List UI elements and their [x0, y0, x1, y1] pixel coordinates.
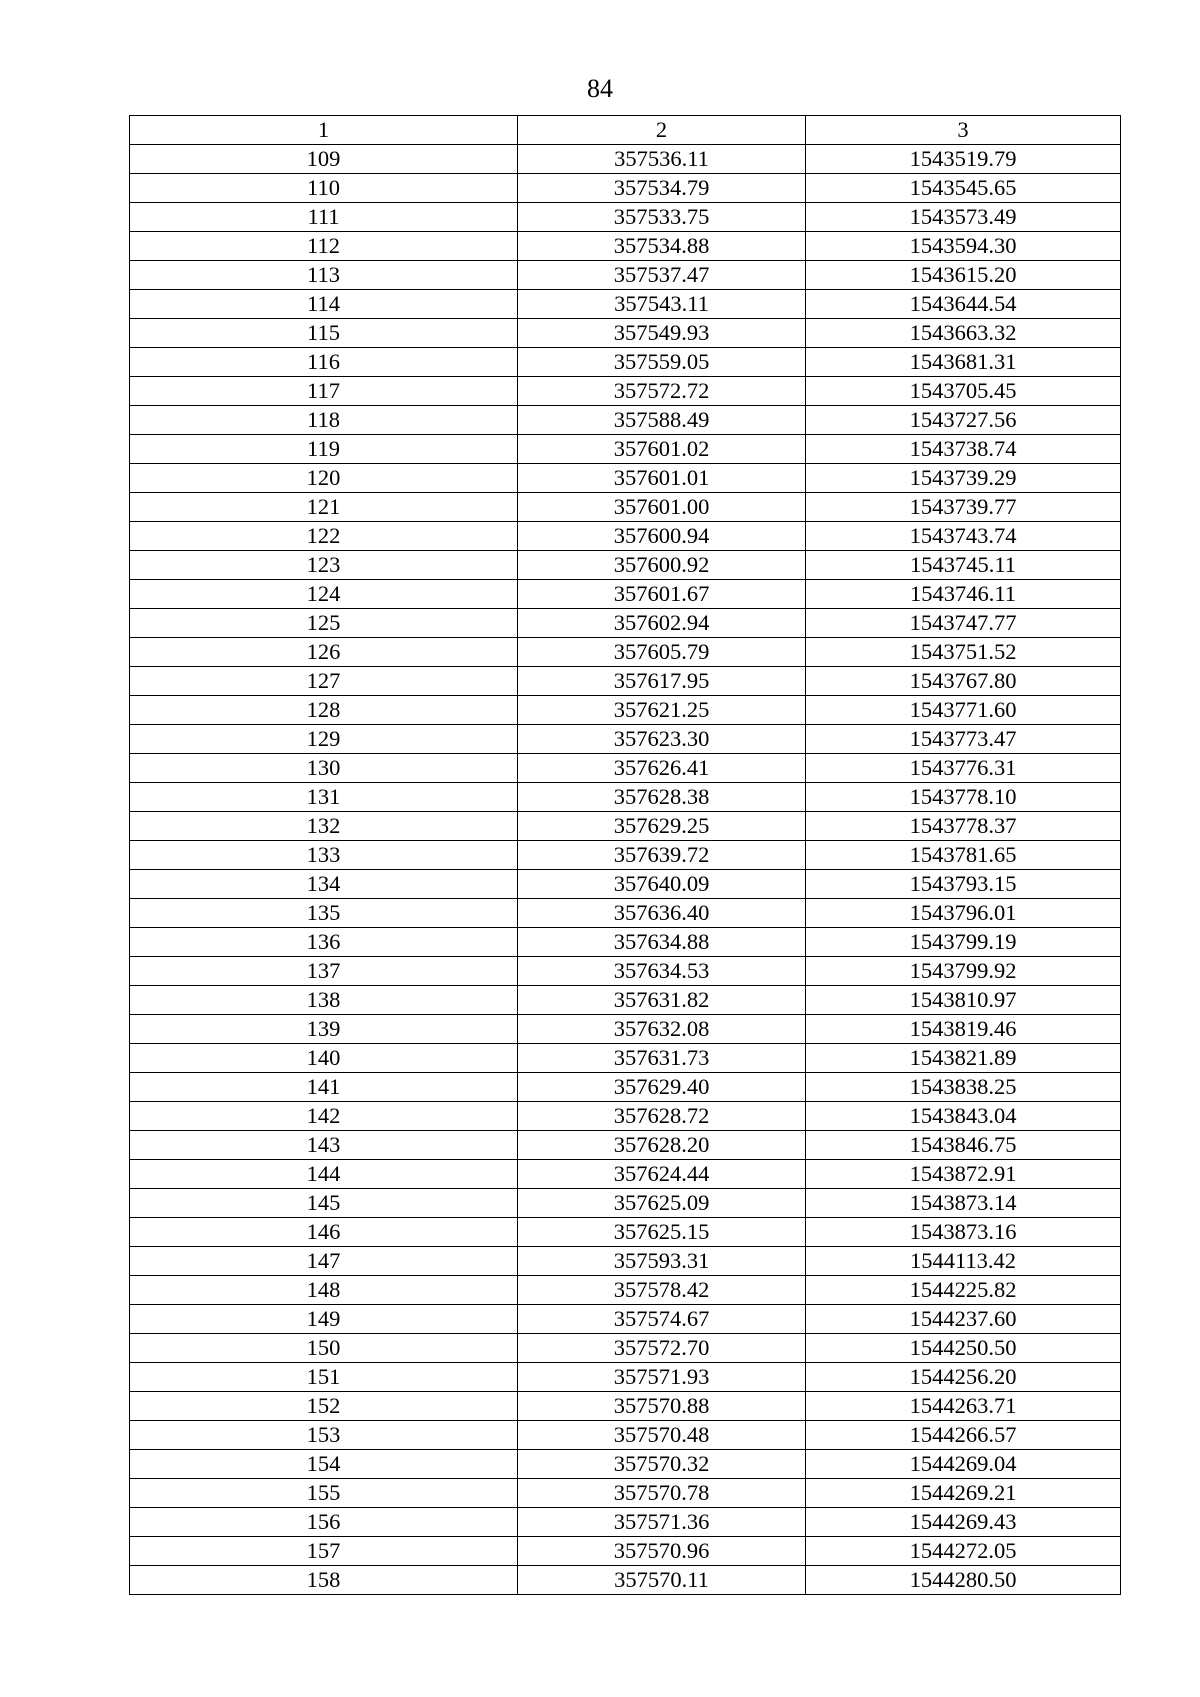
coordinate-y-cell: 1543796.01 — [806, 899, 1121, 928]
coordinate-y-cell: 1543773.47 — [806, 725, 1121, 754]
coordinate-x-cell: 357631.73 — [518, 1044, 806, 1073]
point-number-cell: 154 — [130, 1450, 518, 1479]
coordinate-y-cell: 1543778.37 — [806, 812, 1121, 841]
coordinate-x-cell: 357534.79 — [518, 174, 806, 203]
coordinate-y-cell: 1543799.19 — [806, 928, 1121, 957]
coordinate-x-cell: 357628.38 — [518, 783, 806, 812]
point-number-cell: 136 — [130, 928, 518, 957]
coordinate-x-cell: 357570.48 — [518, 1421, 806, 1450]
coordinate-x-cell: 357632.08 — [518, 1015, 806, 1044]
table-row — [130, 493, 1121, 522]
table-row — [130, 1479, 1121, 1508]
coordinate-x-cell: 357625.09 — [518, 1189, 806, 1218]
point-number-cell: 144 — [130, 1160, 518, 1189]
point-number-cell: 141 — [130, 1073, 518, 1102]
coordinate-y-cell: 1543738.74 — [806, 435, 1121, 464]
table-row — [130, 1392, 1121, 1421]
column-header: 3 — [806, 116, 1121, 145]
point-number-cell: 125 — [130, 609, 518, 638]
table-row — [130, 812, 1121, 841]
table-row — [130, 1218, 1121, 1247]
table-row — [130, 725, 1121, 754]
coordinate-y-cell: 1543776.31 — [806, 754, 1121, 783]
table-row — [130, 319, 1121, 348]
coordinate-y-cell: 1543739.29 — [806, 464, 1121, 493]
table-row — [130, 203, 1121, 232]
table-row — [130, 1334, 1121, 1363]
coordinate-y-cell: 1543594.30 — [806, 232, 1121, 261]
point-number-cell: 155 — [130, 1479, 518, 1508]
table-row — [130, 1566, 1121, 1595]
coordinate-y-cell: 1543873.14 — [806, 1189, 1121, 1218]
point-number-cell: 124 — [130, 580, 518, 609]
table-row — [130, 1450, 1121, 1479]
coordinate-y-cell: 1543872.91 — [806, 1160, 1121, 1189]
table-row — [130, 145, 1121, 174]
coordinate-y-cell: 1543793.15 — [806, 870, 1121, 899]
coordinate-x-cell: 357578.42 — [518, 1276, 806, 1305]
table-row — [130, 696, 1121, 725]
point-number-cell: 152 — [130, 1392, 518, 1421]
page-number: 84 — [587, 74, 613, 103]
coordinate-y-cell: 1543663.32 — [806, 319, 1121, 348]
table-row — [130, 754, 1121, 783]
table-row — [130, 899, 1121, 928]
coordinate-x-cell: 357601.00 — [518, 493, 806, 522]
coordinate-x-cell: 357572.70 — [518, 1334, 806, 1363]
coordinate-y-cell: 1543743.74 — [806, 522, 1121, 551]
coordinate-y-cell: 1543545.65 — [806, 174, 1121, 203]
point-number-cell: 116 — [130, 348, 518, 377]
table-row — [130, 1508, 1121, 1537]
table-row — [130, 261, 1121, 290]
column-header: 2 — [518, 116, 806, 145]
coordinate-y-cell: 1543745.11 — [806, 551, 1121, 580]
coordinate-y-cell: 1543810.97 — [806, 986, 1121, 1015]
table-row — [130, 1044, 1121, 1073]
point-number-cell: 126 — [130, 638, 518, 667]
point-number-cell: 127 — [130, 667, 518, 696]
table-row — [130, 522, 1121, 551]
point-number-cell: 129 — [130, 725, 518, 754]
table-row — [130, 1131, 1121, 1160]
table-body — [130, 145, 1121, 1595]
coordinate-x-cell: 357617.95 — [518, 667, 806, 696]
coordinate-x-cell: 357623.30 — [518, 725, 806, 754]
coordinate-x-cell: 357570.11 — [518, 1566, 806, 1595]
coordinate-x-cell: 357571.93 — [518, 1363, 806, 1392]
coordinate-y-cell: 1543751.52 — [806, 638, 1121, 667]
coordinate-x-cell: 357628.72 — [518, 1102, 806, 1131]
table-row — [130, 841, 1121, 870]
column-header: 1 — [130, 116, 518, 145]
point-number-cell: 156 — [130, 1508, 518, 1537]
point-number-cell: 140 — [130, 1044, 518, 1073]
coordinate-y-cell: 1543781.65 — [806, 841, 1121, 870]
coordinate-y-cell: 1544256.20 — [806, 1363, 1121, 1392]
point-number-cell: 150 — [130, 1334, 518, 1363]
coordinate-x-cell: 357588.49 — [518, 406, 806, 435]
coordinate-x-cell: 357543.11 — [518, 290, 806, 319]
coordinate-x-cell: 357533.75 — [518, 203, 806, 232]
coordinate-y-cell: 1543843.04 — [806, 1102, 1121, 1131]
coordinate-x-cell: 357640.09 — [518, 870, 806, 899]
point-number-cell: 113 — [130, 261, 518, 290]
point-number-cell: 148 — [130, 1276, 518, 1305]
point-number-cell: 134 — [130, 870, 518, 899]
coordinates-table — [129, 115, 1121, 1595]
point-number-cell: 146 — [130, 1218, 518, 1247]
table-row — [130, 232, 1121, 261]
point-number-cell: 137 — [130, 957, 518, 986]
coordinate-y-cell: 1544272.05 — [806, 1537, 1121, 1566]
point-number-cell: 145 — [130, 1189, 518, 1218]
coordinate-x-cell: 357628.20 — [518, 1131, 806, 1160]
coordinate-x-cell: 357549.93 — [518, 319, 806, 348]
coordinate-y-cell: 1543819.46 — [806, 1015, 1121, 1044]
coordinate-y-cell: 1543767.80 — [806, 667, 1121, 696]
table-row — [130, 1537, 1121, 1566]
table-row — [130, 986, 1121, 1015]
coordinate-x-cell: 357559.05 — [518, 348, 806, 377]
point-number-cell: 142 — [130, 1102, 518, 1131]
coordinate-x-cell: 357634.88 — [518, 928, 806, 957]
coordinate-y-cell: 1544266.57 — [806, 1421, 1121, 1450]
coordinate-x-cell: 357571.36 — [518, 1508, 806, 1537]
table-row — [130, 1363, 1121, 1392]
coordinate-x-cell: 357639.72 — [518, 841, 806, 870]
coordinate-y-cell: 1543771.60 — [806, 696, 1121, 725]
coordinate-y-cell: 1543681.31 — [806, 348, 1121, 377]
coordinate-y-cell: 1543644.54 — [806, 290, 1121, 319]
coordinate-x-cell: 357600.92 — [518, 551, 806, 580]
point-number-cell: 120 — [130, 464, 518, 493]
point-number-cell: 112 — [130, 232, 518, 261]
point-number-cell: 147 — [130, 1247, 518, 1276]
coordinate-y-cell: 1544225.82 — [806, 1276, 1121, 1305]
point-number-cell: 149 — [130, 1305, 518, 1334]
coordinate-y-cell: 1543573.49 — [806, 203, 1121, 232]
point-number-cell: 130 — [130, 754, 518, 783]
coordinate-y-cell: 1544269.21 — [806, 1479, 1121, 1508]
table-row — [130, 870, 1121, 899]
coordinate-x-cell: 357625.15 — [518, 1218, 806, 1247]
coordinate-y-cell: 1544113.42 — [806, 1247, 1121, 1276]
coordinate-y-cell: 1543746.11 — [806, 580, 1121, 609]
point-number-cell: 118 — [130, 406, 518, 435]
coordinate-x-cell: 357634.53 — [518, 957, 806, 986]
coordinate-x-cell: 357572.72 — [518, 377, 806, 406]
table-row — [130, 435, 1121, 464]
coordinate-y-cell: 1543739.77 — [806, 493, 1121, 522]
coordinate-y-cell: 1543838.25 — [806, 1073, 1121, 1102]
table-row — [130, 464, 1121, 493]
coordinate-x-cell: 357602.94 — [518, 609, 806, 638]
coordinate-y-cell: 1543705.45 — [806, 377, 1121, 406]
coordinate-y-cell: 1543778.10 — [806, 783, 1121, 812]
point-number-cell: 119 — [130, 435, 518, 464]
point-number-cell: 138 — [130, 986, 518, 1015]
table-row — [130, 1102, 1121, 1131]
coordinate-x-cell: 357636.40 — [518, 899, 806, 928]
coordinate-x-cell: 357570.96 — [518, 1537, 806, 1566]
table-row — [130, 1189, 1121, 1218]
coordinate-x-cell: 357593.31 — [518, 1247, 806, 1276]
table-row — [130, 290, 1121, 319]
coordinate-y-cell: 1544237.60 — [806, 1305, 1121, 1334]
point-number-cell: 110 — [130, 174, 518, 203]
coordinate-x-cell: 357605.79 — [518, 638, 806, 667]
point-number-cell: 143 — [130, 1131, 518, 1160]
point-number-cell: 131 — [130, 783, 518, 812]
table-row — [130, 174, 1121, 203]
table-row — [130, 551, 1121, 580]
coordinate-x-cell: 357537.47 — [518, 261, 806, 290]
table-row — [130, 957, 1121, 986]
coordinate-x-cell: 357570.78 — [518, 1479, 806, 1508]
table-row — [130, 1160, 1121, 1189]
coordinate-x-cell: 357626.41 — [518, 754, 806, 783]
coordinate-x-cell: 357624.44 — [518, 1160, 806, 1189]
coordinate-x-cell: 357621.25 — [518, 696, 806, 725]
point-number-cell: 151 — [130, 1363, 518, 1392]
point-number-cell: 123 — [130, 551, 518, 580]
table-row — [130, 928, 1121, 957]
table-row — [130, 1073, 1121, 1102]
coordinate-x-cell: 357631.82 — [518, 986, 806, 1015]
table-row — [130, 1276, 1121, 1305]
coordinate-y-cell: 1543821.89 — [806, 1044, 1121, 1073]
table-row — [130, 783, 1121, 812]
table-row — [130, 609, 1121, 638]
point-number-cell: 122 — [130, 522, 518, 551]
point-number-cell: 109 — [130, 145, 518, 174]
coordinate-x-cell: 357600.94 — [518, 522, 806, 551]
coordinate-y-cell: 1543846.75 — [806, 1131, 1121, 1160]
point-number-cell: 158 — [130, 1566, 518, 1595]
table-row — [130, 406, 1121, 435]
coordinate-y-cell: 1544269.04 — [806, 1450, 1121, 1479]
coordinate-y-cell: 1544280.50 — [806, 1566, 1121, 1595]
point-number-cell: 157 — [130, 1537, 518, 1566]
coordinate-x-cell: 357601.67 — [518, 580, 806, 609]
coordinate-x-cell: 357570.32 — [518, 1450, 806, 1479]
coordinate-x-cell: 357629.25 — [518, 812, 806, 841]
coordinate-y-cell: 1543615.20 — [806, 261, 1121, 290]
point-number-cell: 128 — [130, 696, 518, 725]
coordinate-x-cell: 357601.01 — [518, 464, 806, 493]
coordinate-y-cell: 1543799.92 — [806, 957, 1121, 986]
table-row — [130, 377, 1121, 406]
coordinate-y-cell: 1543727.56 — [806, 406, 1121, 435]
coordinate-x-cell: 357629.40 — [518, 1073, 806, 1102]
coordinate-x-cell: 357601.02 — [518, 435, 806, 464]
point-number-cell: 139 — [130, 1015, 518, 1044]
point-number-cell: 114 — [130, 290, 518, 319]
coordinate-y-cell: 1543519.79 — [806, 145, 1121, 174]
coordinate-x-cell: 357570.88 — [518, 1392, 806, 1421]
coordinate-y-cell: 1543747.77 — [806, 609, 1121, 638]
table-header — [130, 116, 1121, 145]
table-row — [130, 667, 1121, 696]
table-row — [130, 348, 1121, 377]
coordinate-x-cell: 357574.67 — [518, 1305, 806, 1334]
point-number-cell: 153 — [130, 1421, 518, 1450]
table-row — [130, 1305, 1121, 1334]
coordinate-y-cell: 1544250.50 — [806, 1334, 1121, 1363]
coordinate-x-cell: 357534.88 — [518, 232, 806, 261]
point-number-cell: 117 — [130, 377, 518, 406]
table-row — [130, 638, 1121, 667]
point-number-cell: 133 — [130, 841, 518, 870]
coordinate-y-cell: 1544263.71 — [806, 1392, 1121, 1421]
coordinate-y-cell: 1543873.16 — [806, 1218, 1121, 1247]
table-row — [130, 1247, 1121, 1276]
table-row — [130, 580, 1121, 609]
coordinate-y-cell: 1544269.43 — [806, 1508, 1121, 1537]
table-row — [130, 1421, 1121, 1450]
point-number-cell: 115 — [130, 319, 518, 348]
coordinate-x-cell: 357536.11 — [518, 145, 806, 174]
header-row — [130, 116, 1121, 145]
point-number-cell: 132 — [130, 812, 518, 841]
table-row — [130, 1015, 1121, 1044]
point-number-cell: 111 — [130, 203, 518, 232]
point-number-cell: 121 — [130, 493, 518, 522]
point-number-cell: 135 — [130, 899, 518, 928]
